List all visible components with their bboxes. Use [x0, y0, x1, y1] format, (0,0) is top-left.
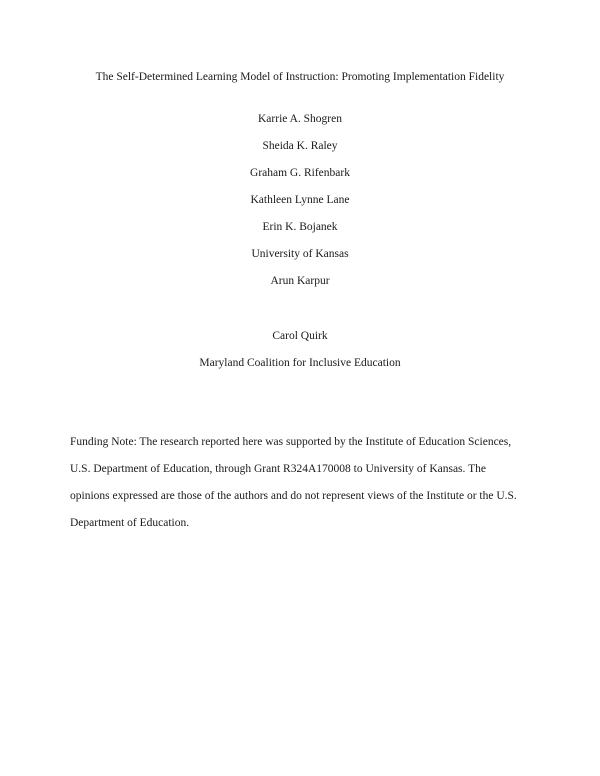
author-name: Arun Karpur	[270, 275, 330, 287]
funding-note-line: Funding Note: The research reported here was supported by the Institute of Education Sciences,	[70, 436, 512, 448]
funding-note-line: U.S. Department of Education, through Grant R324A170008 to University of Kansas. The	[70, 463, 486, 475]
author-name: Carol Quirk	[272, 330, 328, 342]
funding-note	[70, 435, 540, 543]
secondary-author-block	[0, 329, 600, 383]
author-name: Sheida K. Raley	[262, 140, 338, 152]
author-name: Kathleen Lynne Lane	[250, 194, 350, 206]
author-name: Karrie A. Shogren	[258, 113, 342, 125]
author-affiliation: Maryland Coalition for Inclusive Education	[199, 357, 401, 369]
funding-note-line: opinions expressed are those of the authors and do not represent views of the Institute or the U.S.	[70, 490, 517, 502]
author-name: Graham G. Rifenbark	[250, 167, 350, 179]
author-affiliation: University of Kansas	[251, 248, 349, 260]
funding-note-line: Department of Education.	[70, 517, 190, 529]
author-name: Erin K. Bojanek	[262, 221, 338, 233]
author-list	[0, 112, 600, 301]
paper-title: The Self-Determined Learning Model of Instruction: Promoting Implementation Fidelity	[95, 71, 505, 83]
